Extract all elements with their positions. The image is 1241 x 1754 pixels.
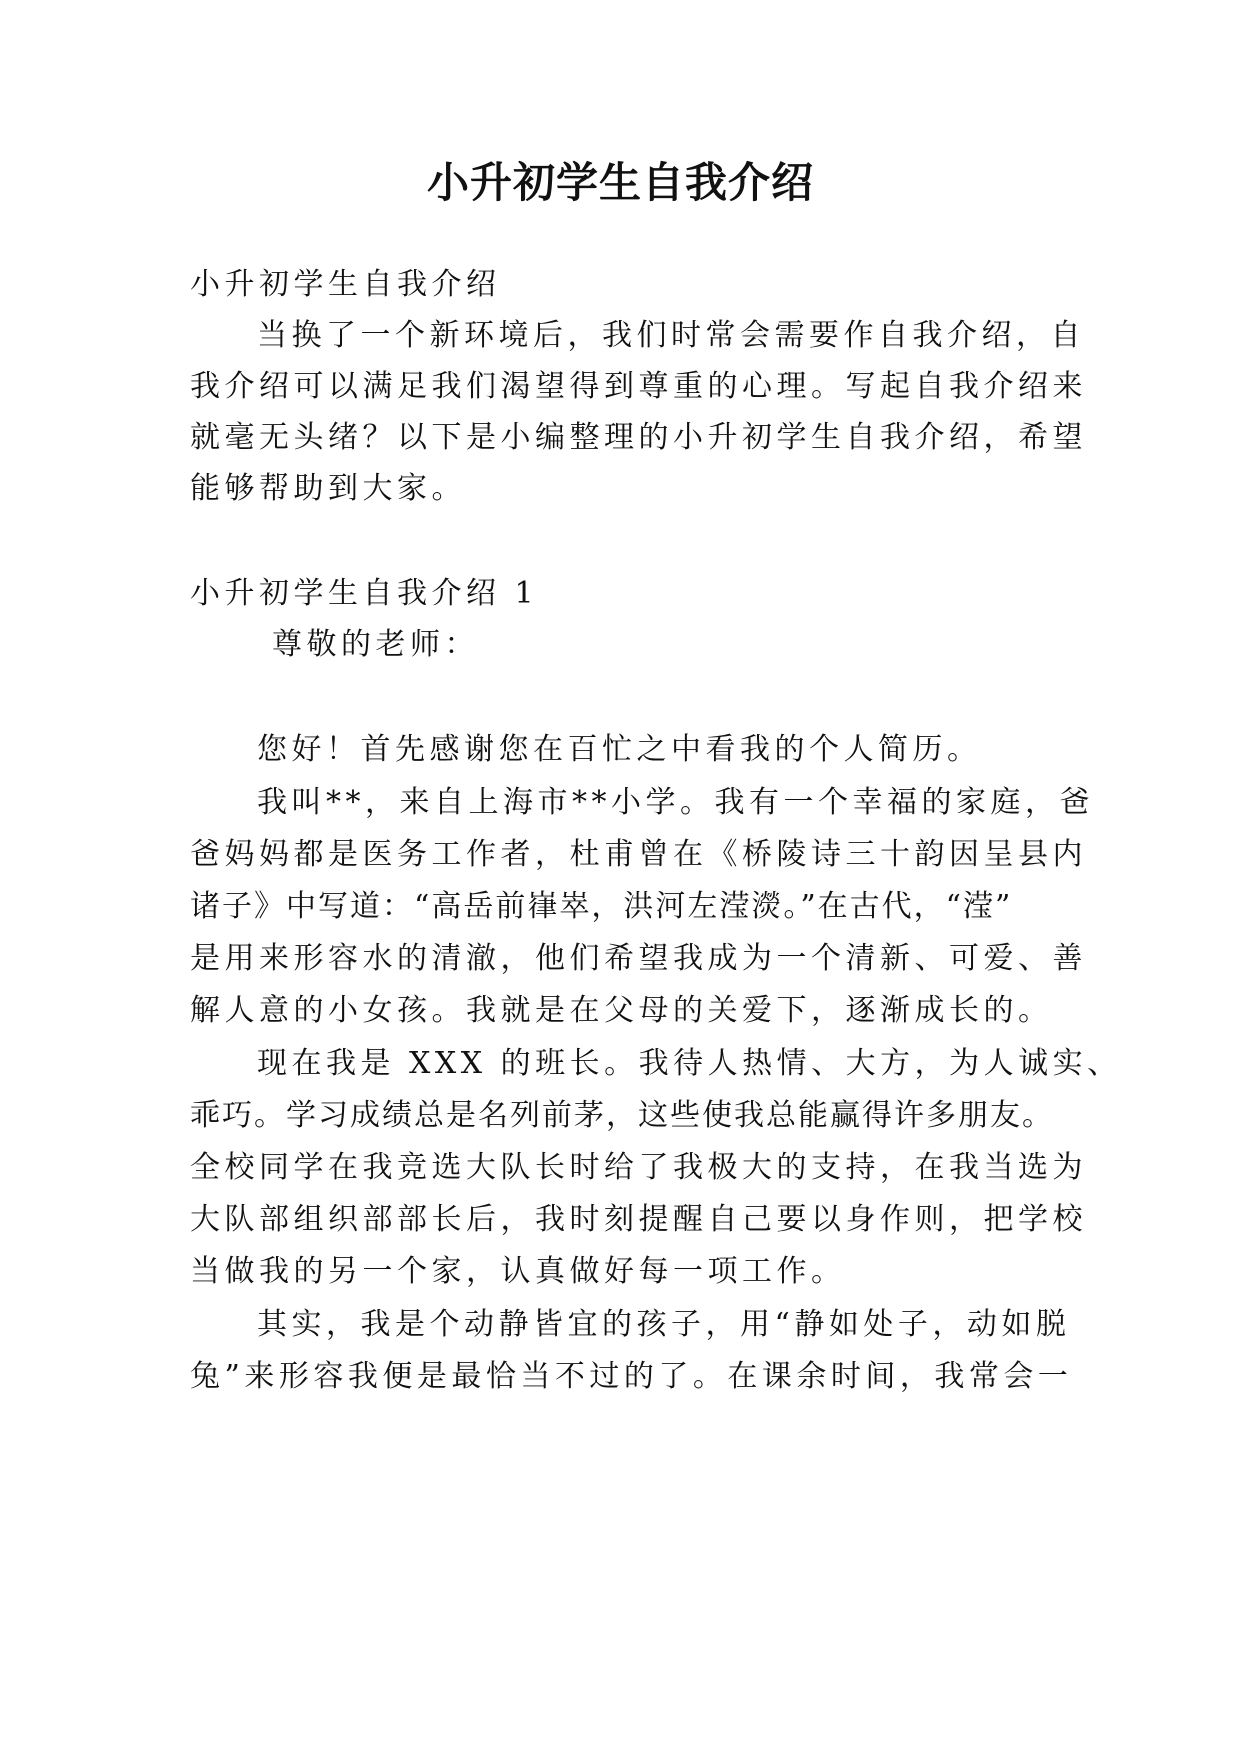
body-line: 解人意的小女孩。我就是在父母的关爱下，逐渐成长的。 [190,993,1053,1028]
body-line: 其实，我是个动静皆宜的孩子，用“静如处子，动如脱 [257,1307,1071,1342]
body-line: 大队部组织部部长后，我时刻提醒自己要以身作则，把学校 [190,1202,1087,1237]
greeting-line: 尊敬的老师： [272,627,479,662]
body-line: 爸妈妈都是医务工作者，杜甫曾在《桥陵诗三十韵因呈县内 [190,837,1087,872]
intro-line: 我介绍可以满足我们渴望得到尊重的心理。写起自我介绍来 [190,369,1087,404]
body-line: 兔”来形容我便是最恰当不过的了。在课余时间，我常会一 [190,1359,1073,1394]
body-line: 当做我的另一个家，认真做好每一项工作。 [190,1254,846,1289]
intro-line: 能够帮助到大家。 [190,471,466,506]
body-line: 现在我是 XXX 的班长。我待人热情、大方，为人诚实、 [257,1046,1122,1081]
section-heading-1: 小升初学生自我介绍 1 [190,576,539,611]
section-heading: 小升初学生自我介绍 [190,267,501,302]
body-line: 全校同学在我竞选大队长时给了我极大的支持，在我当选为 [190,1150,1087,1185]
body-line: 我叫**，来自上海市**小学。我有一个幸福的家庭，爸 [257,785,1094,820]
document-title: 小升初学生自我介绍 [426,158,814,207]
body-line: 诸子》中写道：“高岳前嵂崒，洪河左滢濙。”在古代，“滢” [190,889,1013,924]
body-line: 乖巧。学习成绩总是名列前茅，这些使我总能赢得许多朋友。 [190,1098,1054,1133]
intro-line: 当换了一个新环境后，我们时常会需要作自我介绍，自 [257,318,1085,353]
body-line: 是用来形容水的清澈，他们希望我成为一个清新、可爱、善 [190,941,1087,976]
intro-line: 就毫无头绪？以下是小编整理的小升初学生自我介绍，希望 [190,420,1087,455]
body-line: 您好！首先感谢您在百忙之中看我的个人简历。 [257,732,982,767]
